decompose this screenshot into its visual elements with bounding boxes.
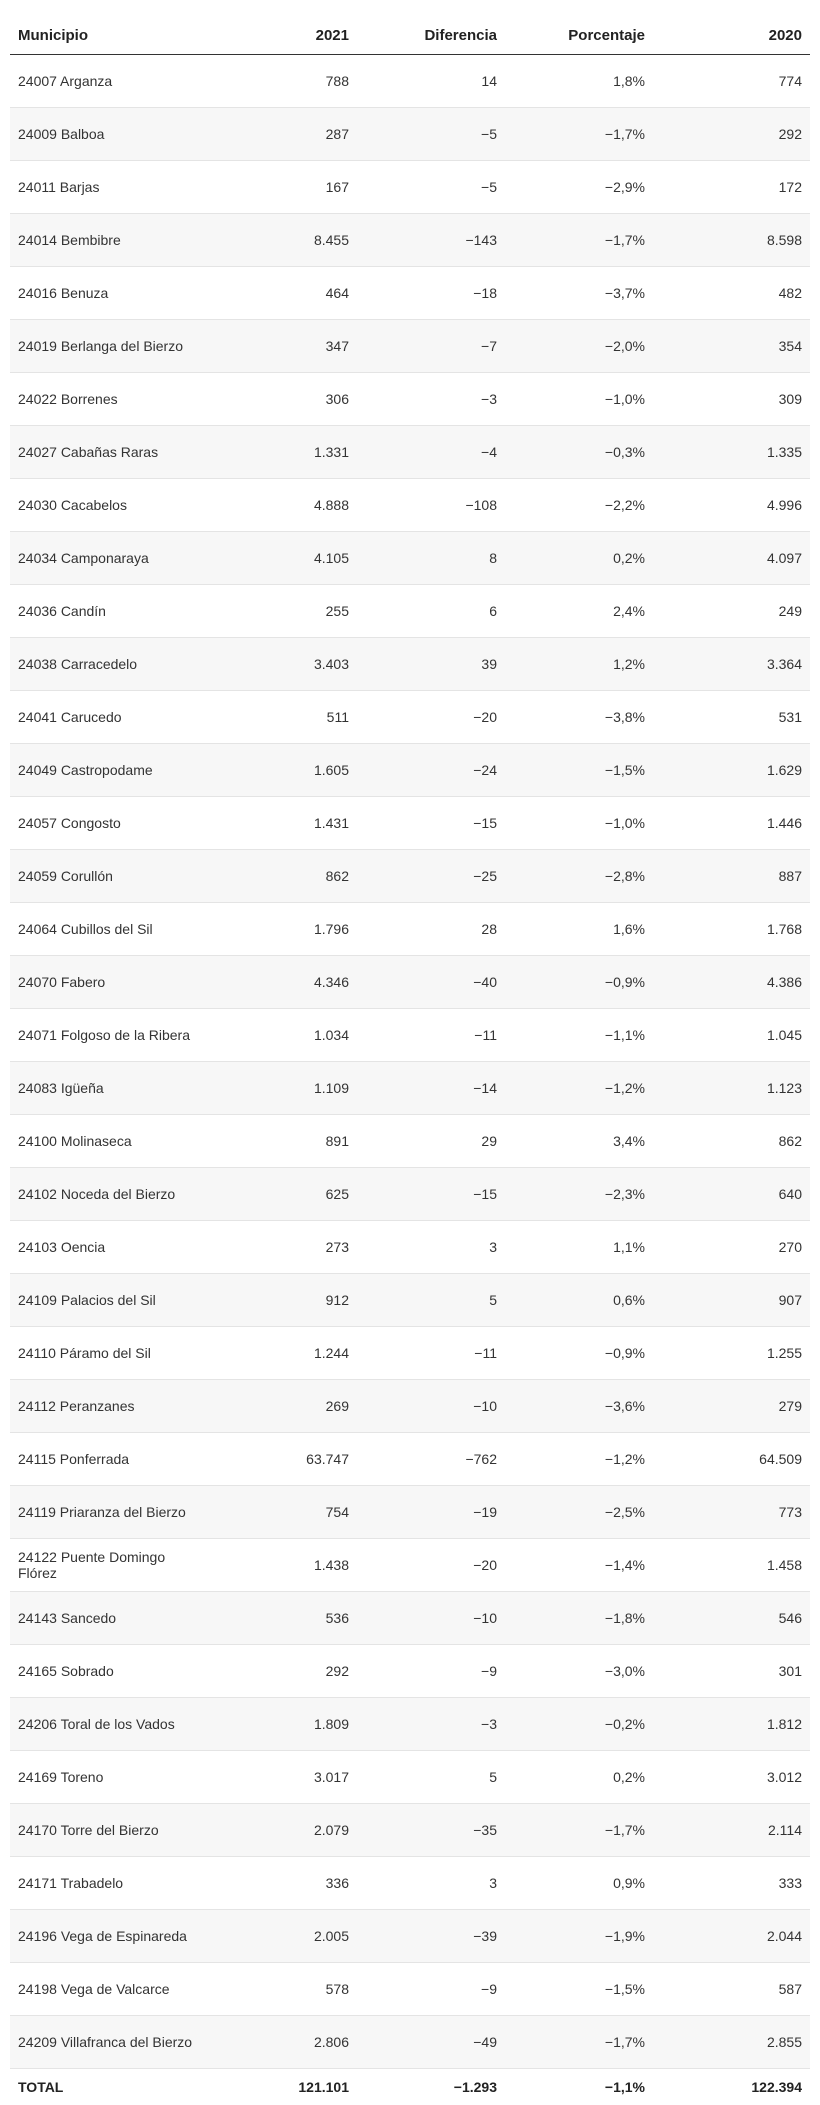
cell-2020: 4.996 xyxy=(653,478,810,531)
cell-municipio: 24103 Oencia xyxy=(10,1220,210,1273)
cell-diferencia: −14 xyxy=(357,1061,505,1114)
cell-porcentaje: 0,6% xyxy=(505,1273,653,1326)
cell-2021: 625 xyxy=(210,1167,357,1220)
cell-2020: 3.364 xyxy=(653,637,810,690)
cell-municipio: 24007 Arganza xyxy=(10,54,210,107)
cell-diferencia: 5 xyxy=(357,1273,505,1326)
table-row xyxy=(10,1856,810,1909)
cell-municipio: 24027 Cabañas Raras xyxy=(10,425,210,478)
cell-2020: 172 xyxy=(653,160,810,213)
table-row xyxy=(10,902,810,955)
cell-municipio: 24171 Trabadelo xyxy=(10,1856,210,1909)
table-row xyxy=(10,1008,810,1061)
cell-2020: 640 xyxy=(653,1167,810,1220)
cell-2021: 578 xyxy=(210,1962,357,2015)
population-table xyxy=(10,18,810,2105)
cell-porcentaje: −3,6% xyxy=(505,1379,653,1432)
table-body xyxy=(10,54,810,2068)
cell-2021: 2.806 xyxy=(210,2015,357,2068)
cell-2020: 279 xyxy=(653,1379,810,1432)
cell-porcentaje: −1,0% xyxy=(505,796,653,849)
cell-diferencia: −143 xyxy=(357,213,505,266)
cell-2021: 63.747 xyxy=(210,1432,357,1485)
cell-2021: 4.346 xyxy=(210,955,357,1008)
total-2021: 121.101 xyxy=(298,2078,349,2095)
cell-diferencia: 39 xyxy=(357,637,505,690)
cell-diferencia: −11 xyxy=(357,1008,505,1061)
cell-porcentaje: −1,1% xyxy=(505,1008,653,1061)
cell-2020: 774 xyxy=(653,54,810,107)
cell-diferencia: −7 xyxy=(357,319,505,372)
cell-porcentaje: −2,9% xyxy=(505,160,653,213)
cell-porcentaje: −1,9% xyxy=(505,1909,653,1962)
cell-diferencia: −49 xyxy=(357,2015,505,2068)
table-row xyxy=(10,1432,810,1485)
cell-porcentaje: −1,8% xyxy=(505,1591,653,1644)
table-row xyxy=(10,690,810,743)
table-row xyxy=(10,1220,810,1273)
cell-diferencia: −15 xyxy=(357,796,505,849)
cell-2021: 511 xyxy=(210,690,357,743)
header-2020[interactable]: 2020 xyxy=(653,18,810,54)
cell-municipio: 24041 Carucedo xyxy=(10,690,210,743)
cell-2020: 587 xyxy=(653,1962,810,2015)
cell-2020: 1.812 xyxy=(653,1697,810,1750)
cell-2021: 269 xyxy=(210,1379,357,1432)
cell-2020: 1.629 xyxy=(653,743,810,796)
cell-municipio: 24034 Camponaraya xyxy=(10,531,210,584)
population-table-container xyxy=(10,18,810,2105)
cell-2021: 255 xyxy=(210,584,357,637)
table-row xyxy=(10,107,810,160)
cell-municipio: 24110 Páramo del Sil xyxy=(10,1326,210,1379)
table-row xyxy=(10,1697,810,1750)
cell-diferencia: −762 xyxy=(357,1432,505,1485)
cell-2021: 1.331 xyxy=(210,425,357,478)
cell-diferencia: 3 xyxy=(357,1220,505,1273)
cell-2021: 273 xyxy=(210,1220,357,1273)
cell-porcentaje: −1,4% xyxy=(505,1538,653,1591)
cell-2021: 292 xyxy=(210,1644,357,1697)
cell-porcentaje: 1,2% xyxy=(505,637,653,690)
cell-diferencia: −11 xyxy=(357,1326,505,1379)
cell-2021: 536 xyxy=(210,1591,357,1644)
cell-porcentaje: −1,2% xyxy=(505,1061,653,1114)
cell-diferencia: −40 xyxy=(357,955,505,1008)
table-row xyxy=(10,2015,810,2068)
cell-2020: 333 xyxy=(653,1856,810,1909)
cell-2020: 292 xyxy=(653,107,810,160)
cell-porcentaje: 2,4% xyxy=(505,584,653,637)
table-row xyxy=(10,160,810,213)
cell-2021: 464 xyxy=(210,266,357,319)
cell-2021: 4.888 xyxy=(210,478,357,531)
cell-2021: 1.605 xyxy=(210,743,357,796)
cell-municipio: 24011 Barjas xyxy=(10,160,210,213)
cell-2020: 2.855 xyxy=(653,2015,810,2068)
cell-diferencia: 29 xyxy=(357,1114,505,1167)
cell-porcentaje: 0,9% xyxy=(505,1856,653,1909)
cell-diferencia: −39 xyxy=(357,1909,505,1962)
cell-municipio: 24070 Fabero xyxy=(10,955,210,1008)
cell-porcentaje: −1,5% xyxy=(505,743,653,796)
header-porcentaje[interactable]: Porcentaje xyxy=(505,18,653,54)
cell-2021: 4.105 xyxy=(210,531,357,584)
cell-2021: 1.809 xyxy=(210,1697,357,1750)
cell-municipio: 24198 Vega de Valcarce xyxy=(10,1962,210,2015)
table-row xyxy=(10,1273,810,1326)
cell-diferencia: −3 xyxy=(357,372,505,425)
table-header xyxy=(10,18,810,54)
cell-2021: 1.244 xyxy=(210,1326,357,1379)
cell-diferencia: −3 xyxy=(357,1697,505,1750)
cell-diferencia: −5 xyxy=(357,160,505,213)
cell-2020: 249 xyxy=(653,584,810,637)
cell-2020: 546 xyxy=(653,1591,810,1644)
cell-2020: 4.386 xyxy=(653,955,810,1008)
cell-diferencia: 28 xyxy=(357,902,505,955)
table-row xyxy=(10,266,810,319)
table-row xyxy=(10,213,810,266)
cell-diferencia: −35 xyxy=(357,1803,505,1856)
table-row xyxy=(10,531,810,584)
cell-municipio: 24057 Congosto xyxy=(10,796,210,849)
table-row xyxy=(10,478,810,531)
cell-2020: 270 xyxy=(653,1220,810,1273)
cell-2020: 887 xyxy=(653,849,810,902)
cell-municipio: 24038 Carracedelo xyxy=(10,637,210,690)
total-2020: 122.394 xyxy=(751,2078,802,2095)
cell-diferencia: −19 xyxy=(357,1485,505,1538)
cell-porcentaje: −1,7% xyxy=(505,1803,653,1856)
cell-municipio: 24115 Ponferrada xyxy=(10,1432,210,1485)
table-row xyxy=(10,1114,810,1167)
cell-diferencia: −18 xyxy=(357,266,505,319)
cell-porcentaje: −0,9% xyxy=(505,955,653,1008)
table-row xyxy=(10,1061,810,1114)
cell-municipio: 24100 Molinaseca xyxy=(10,1114,210,1167)
total-diferencia: −1.293 xyxy=(453,2078,497,2095)
cell-2020: 531 xyxy=(653,690,810,743)
cell-2020: 482 xyxy=(653,266,810,319)
cell-2020: 773 xyxy=(653,1485,810,1538)
cell-municipio: 24102 Noceda del Bierzo xyxy=(10,1167,210,1220)
total-porcentaje: −1,1% xyxy=(604,2078,645,2095)
cell-porcentaje: −1,0% xyxy=(505,372,653,425)
header-row xyxy=(10,18,810,54)
cell-2021: 306 xyxy=(210,372,357,425)
cell-2021: 862 xyxy=(210,849,357,902)
cell-2020: 8.598 xyxy=(653,213,810,266)
cell-diferencia: −9 xyxy=(357,1644,505,1697)
cell-municipio: 24206 Toral de los Vados xyxy=(10,1697,210,1750)
cell-diferencia: −10 xyxy=(357,1379,505,1432)
cell-municipio: 24143 Sancedo xyxy=(10,1591,210,1644)
cell-municipio: 24049 Castropodame xyxy=(10,743,210,796)
cell-municipio: 24169 Toreno xyxy=(10,1750,210,1803)
table-row xyxy=(10,1485,810,1538)
cell-2020: 1.768 xyxy=(653,902,810,955)
header-municipio[interactable]: Municipio xyxy=(10,18,210,54)
cell-2020: 1.446 xyxy=(653,796,810,849)
cell-diferencia: 8 xyxy=(357,531,505,584)
table-row xyxy=(10,743,810,796)
table-row xyxy=(10,955,810,1008)
cell-municipio: 24016 Benuza xyxy=(10,266,210,319)
cell-porcentaje: −2,2% xyxy=(505,478,653,531)
table-row xyxy=(10,425,810,478)
cell-2021: 336 xyxy=(210,1856,357,1909)
cell-diferencia: −24 xyxy=(357,743,505,796)
cell-municipio: 24009 Balboa xyxy=(10,107,210,160)
total-row xyxy=(10,2068,810,2105)
table-row xyxy=(10,1379,810,1432)
cell-2020: 1.045 xyxy=(653,1008,810,1061)
cell-municipio: 24122 Puente Domingo Flórez xyxy=(10,1538,210,1591)
cell-2021: 8.455 xyxy=(210,213,357,266)
cell-diferencia: 14 xyxy=(357,54,505,107)
cell-municipio: 24170 Torre del Bierzo xyxy=(10,1803,210,1856)
cell-2020: 4.097 xyxy=(653,531,810,584)
cell-2020: 1.123 xyxy=(653,1061,810,1114)
cell-municipio: 24030 Cacabelos xyxy=(10,478,210,531)
table-row xyxy=(10,1909,810,1962)
cell-porcentaje: −2,0% xyxy=(505,319,653,372)
cell-diferencia: −5 xyxy=(357,107,505,160)
table-row xyxy=(10,54,810,107)
cell-porcentaje: 0,2% xyxy=(505,1750,653,1803)
cell-2021: 1.431 xyxy=(210,796,357,849)
cell-porcentaje: −0,3% xyxy=(505,425,653,478)
table-row xyxy=(10,584,810,637)
cell-2020: 309 xyxy=(653,372,810,425)
cell-porcentaje: −3,8% xyxy=(505,690,653,743)
table-row xyxy=(10,1644,810,1697)
cell-municipio: 24036 Candín xyxy=(10,584,210,637)
cell-porcentaje: 3,4% xyxy=(505,1114,653,1167)
cell-municipio: 24071 Folgoso de la Ribera xyxy=(10,1008,210,1061)
cell-2020: 2.044 xyxy=(653,1909,810,1962)
cell-2020: 907 xyxy=(653,1273,810,1326)
cell-municipio: 24014 Bembibre xyxy=(10,213,210,266)
cell-2020: 1.458 xyxy=(653,1538,810,1591)
table-row xyxy=(10,1538,810,1591)
header-diferencia[interactable]: Diferencia xyxy=(357,18,505,54)
cell-2020: 862 xyxy=(653,1114,810,1167)
cell-porcentaje: −1,7% xyxy=(505,107,653,160)
table-row xyxy=(10,849,810,902)
cell-2020: 301 xyxy=(653,1644,810,1697)
cell-2021: 912 xyxy=(210,1273,357,1326)
cell-porcentaje: −0,2% xyxy=(505,1697,653,1750)
table-row xyxy=(10,1962,810,2015)
cell-diferencia: −10 xyxy=(357,1591,505,1644)
table-row xyxy=(10,1591,810,1644)
cell-municipio: 24083 Igüeña xyxy=(10,1061,210,1114)
cell-municipio: 24165 Sobrado xyxy=(10,1644,210,1697)
cell-2021: 3.403 xyxy=(210,637,357,690)
cell-porcentaje: 0,2% xyxy=(505,531,653,584)
cell-municipio: 24196 Vega de Espinareda xyxy=(10,1909,210,1962)
cell-2021: 1.438 xyxy=(210,1538,357,1591)
cell-porcentaje: −2,3% xyxy=(505,1167,653,1220)
cell-diferencia: −15 xyxy=(357,1167,505,1220)
cell-2020: 354 xyxy=(653,319,810,372)
cell-porcentaje: −1,2% xyxy=(505,1432,653,1485)
cell-diferencia: −20 xyxy=(357,690,505,743)
table-row xyxy=(10,319,810,372)
cell-2021: 1.109 xyxy=(210,1061,357,1114)
cell-2021: 754 xyxy=(210,1485,357,1538)
cell-municipio: 24019 Berlanga del Bierzo xyxy=(10,319,210,372)
cell-diferencia: 5 xyxy=(357,1750,505,1803)
header-2021[interactable]: 2021 xyxy=(210,18,357,54)
table-row xyxy=(10,372,810,425)
cell-2020: 1.335 xyxy=(653,425,810,478)
cell-porcentaje: −2,5% xyxy=(505,1485,653,1538)
cell-porcentaje: −1,5% xyxy=(505,1962,653,2015)
cell-2021: 167 xyxy=(210,160,357,213)
cell-2021: 3.017 xyxy=(210,1750,357,1803)
cell-diferencia: −20 xyxy=(357,1538,505,1591)
cell-2021: 287 xyxy=(210,107,357,160)
cell-diferencia: −108 xyxy=(357,478,505,531)
table-row xyxy=(10,637,810,690)
cell-porcentaje: −3,7% xyxy=(505,266,653,319)
cell-municipio: 24209 Villafranca del Bierzo xyxy=(10,2015,210,2068)
cell-diferencia: −25 xyxy=(357,849,505,902)
cell-2020: 2.114 xyxy=(653,1803,810,1856)
cell-diferencia: 3 xyxy=(357,1856,505,1909)
table-row xyxy=(10,1167,810,1220)
cell-municipio: 24064 Cubillos del Sil xyxy=(10,902,210,955)
table-row xyxy=(10,1326,810,1379)
cell-2020: 1.255 xyxy=(653,1326,810,1379)
cell-2021: 2.005 xyxy=(210,1909,357,1962)
cell-2020: 64.509 xyxy=(653,1432,810,1485)
cell-porcentaje: −2,8% xyxy=(505,849,653,902)
cell-municipio: 24109 Palacios del Sil xyxy=(10,1273,210,1326)
cell-porcentaje: 1,1% xyxy=(505,1220,653,1273)
cell-municipio: 24112 Peranzanes xyxy=(10,1379,210,1432)
cell-municipio: 24119 Priaranza del Bierzo xyxy=(10,1485,210,1538)
cell-2021: 2.079 xyxy=(210,1803,357,1856)
cell-diferencia: −9 xyxy=(357,1962,505,2015)
cell-porcentaje: 1,8% xyxy=(505,54,653,107)
cell-municipio: 24059 Corullón xyxy=(10,849,210,902)
cell-porcentaje: −1,7% xyxy=(505,213,653,266)
cell-2021: 347 xyxy=(210,319,357,372)
cell-diferencia: −4 xyxy=(357,425,505,478)
cell-2021: 788 xyxy=(210,54,357,107)
cell-porcentaje: 1,6% xyxy=(505,902,653,955)
table-row xyxy=(10,1750,810,1803)
cell-porcentaje: −1,7% xyxy=(505,2015,653,2068)
total-label: TOTAL xyxy=(18,2078,64,2095)
cell-2021: 891 xyxy=(210,1114,357,1167)
table-row xyxy=(10,796,810,849)
cell-diferencia: 6 xyxy=(357,584,505,637)
cell-2020: 3.012 xyxy=(653,1750,810,1803)
cell-2021: 1.034 xyxy=(210,1008,357,1061)
cell-municipio: 24022 Borrenes xyxy=(10,372,210,425)
table-footer xyxy=(10,2068,810,2105)
cell-porcentaje: −3,0% xyxy=(505,1644,653,1697)
table-row xyxy=(10,1803,810,1856)
cell-2021: 1.796 xyxy=(210,902,357,955)
cell-porcentaje: −0,9% xyxy=(505,1326,653,1379)
